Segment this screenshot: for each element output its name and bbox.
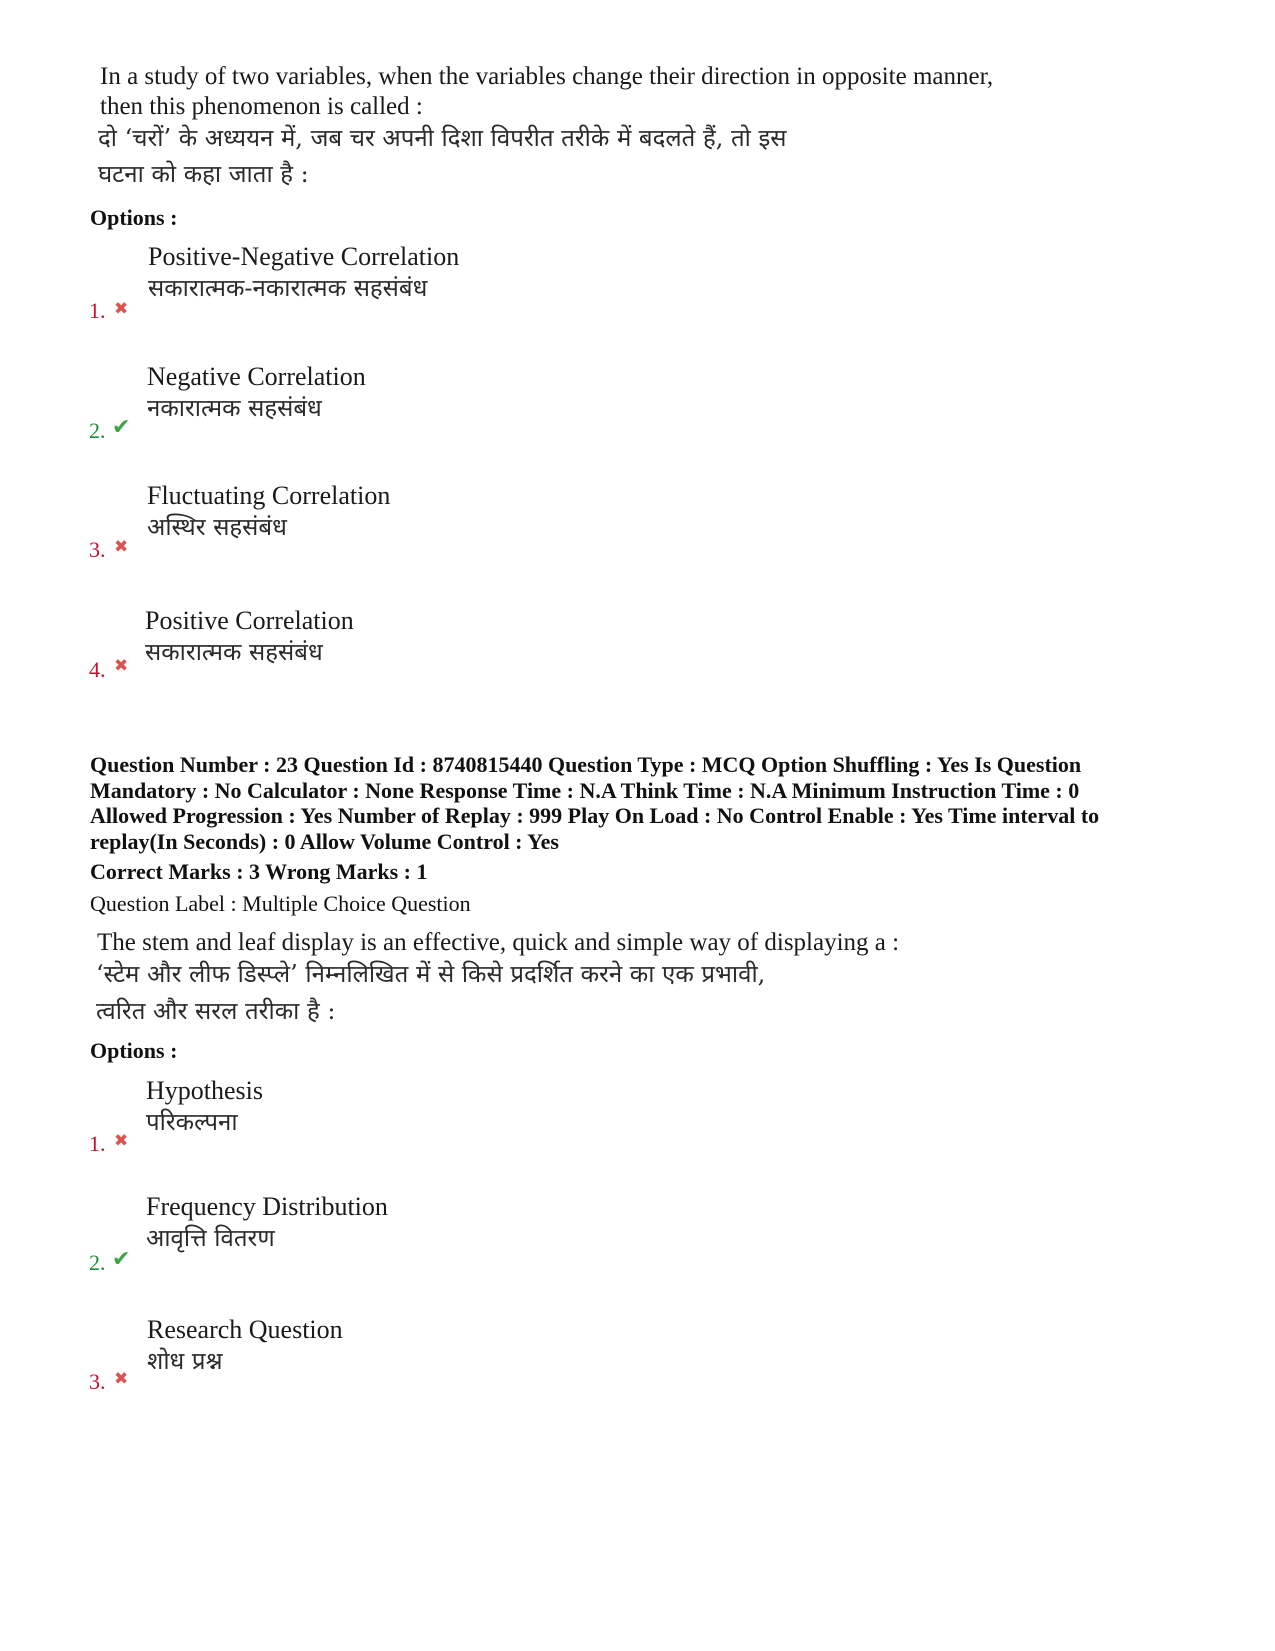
q23-option-1-number: 1. — [89, 1131, 106, 1156]
q23-meta-line4: replay(In Seconds) : 0 Allow Volume Control : Yes — [90, 828, 559, 854]
q23-option-2 — [146, 1192, 388, 1254]
q22-option-4-number: 4. — [89, 657, 106, 682]
q23-question-label: Question Label : Multiple Choice Question — [90, 891, 471, 916]
q22-option-3 — [147, 481, 390, 543]
q22-text-hi-line1: दो ‘चरों’ के अध्ययन में, जब चर अपनी दिशा विपरीत तरीके में बदलते हैं, तो इस — [98, 124, 787, 152]
option-text-hi: शोध प्रश्न — [147, 1347, 223, 1375]
q23-text-en-line1: The stem and leaf display is an effective, quick and simple way of displaying a : — [97, 929, 900, 956]
q22-option-1 — [148, 242, 459, 304]
option-text-en: Fluctuating Correlation — [147, 481, 391, 510]
q22-options-label: Options : — [90, 205, 178, 230]
q22-option-2 — [147, 362, 366, 424]
q22-text-en-line1: In a study of two variables, when the variables change their direction in opposite manner, — [100, 63, 994, 90]
correct-check-icon: ✔ — [112, 1247, 131, 1272]
q23-text-hi-line1: ‘स्टेम और लीफ डिस्प्ले’ निम्नलिखित में से किसे प्रदर्शित करने का एक प्रभावी, — [96, 960, 766, 988]
wrong-cross-icon: ✖ — [114, 537, 129, 557]
q22-option-3-number: 3. — [89, 537, 106, 562]
q23-option-2-number: 2. — [89, 1250, 106, 1275]
wrong-cross-icon: ✖ — [114, 656, 129, 676]
option-text-en: Positive Correlation — [145, 606, 354, 635]
option-text-en: Positive-Negative Correlation — [148, 242, 460, 271]
option-text-en: Hypothesis — [146, 1076, 263, 1105]
q22-text-hi-line2: घटना को कहा जाता है : — [98, 160, 309, 188]
correct-check-icon: ✔ — [112, 415, 131, 440]
q22-option-1-number: 1. — [89, 298, 106, 323]
q23-option-3-number: 3. — [89, 1369, 106, 1394]
q22-option-4 — [145, 606, 354, 668]
wrong-cross-icon: ✖ — [114, 299, 129, 319]
q23-options-label: Options : — [90, 1038, 178, 1063]
option-text-hi: आवृत्ति वितरण — [146, 1224, 275, 1252]
q23-text-hi-line2: त्वरित और सरल तरीका है : — [96, 997, 336, 1025]
option-text-hi: अस्थिर सहसंबंध — [147, 513, 287, 541]
option-text-hi: सकारात्मक-नकारात्मक सहसंबंध — [148, 274, 428, 302]
q23-meta-line3: Allowed Progression : Yes Number of Replay : 999 Play On Load : No Control Enable : Yes Time interval to — [90, 803, 1100, 828]
wrong-cross-icon: ✖ — [114, 1131, 129, 1151]
q23-meta-line1: Question Number : 23 Question Id : 8740815440 Question Type : MCQ Option Shuffling : Yes Is Question — [90, 752, 1082, 777]
option-text-en: Frequency Distribution — [146, 1192, 388, 1221]
option-text-hi: नकारात्मक सहसंबंध — [147, 394, 322, 422]
q23-marks: Correct Marks : 3 Wrong Marks : 1 — [90, 859, 428, 884]
q22-option-2-number: 2. — [89, 418, 106, 443]
q22-text-en-line2: then this phenomenon is called : — [100, 93, 423, 120]
wrong-cross-icon: ✖ — [114, 1369, 129, 1389]
option-text-hi: परिकल्पना — [146, 1108, 238, 1136]
q23-meta-line2: Mandatory : No Calculator : None Response Time : N.A Think Time : N.A Minimum Instruction Time : 0 — [90, 777, 1080, 803]
q23-metadata — [90, 752, 1150, 854]
option-text-en: Negative Correlation — [147, 362, 366, 391]
option-text-hi: सकारात्मक सहसंबंध — [145, 638, 323, 666]
option-text-en: Research Question — [147, 1315, 343, 1344]
q23-option-3 — [147, 1315, 343, 1377]
q23-option-1 — [146, 1076, 263, 1138]
